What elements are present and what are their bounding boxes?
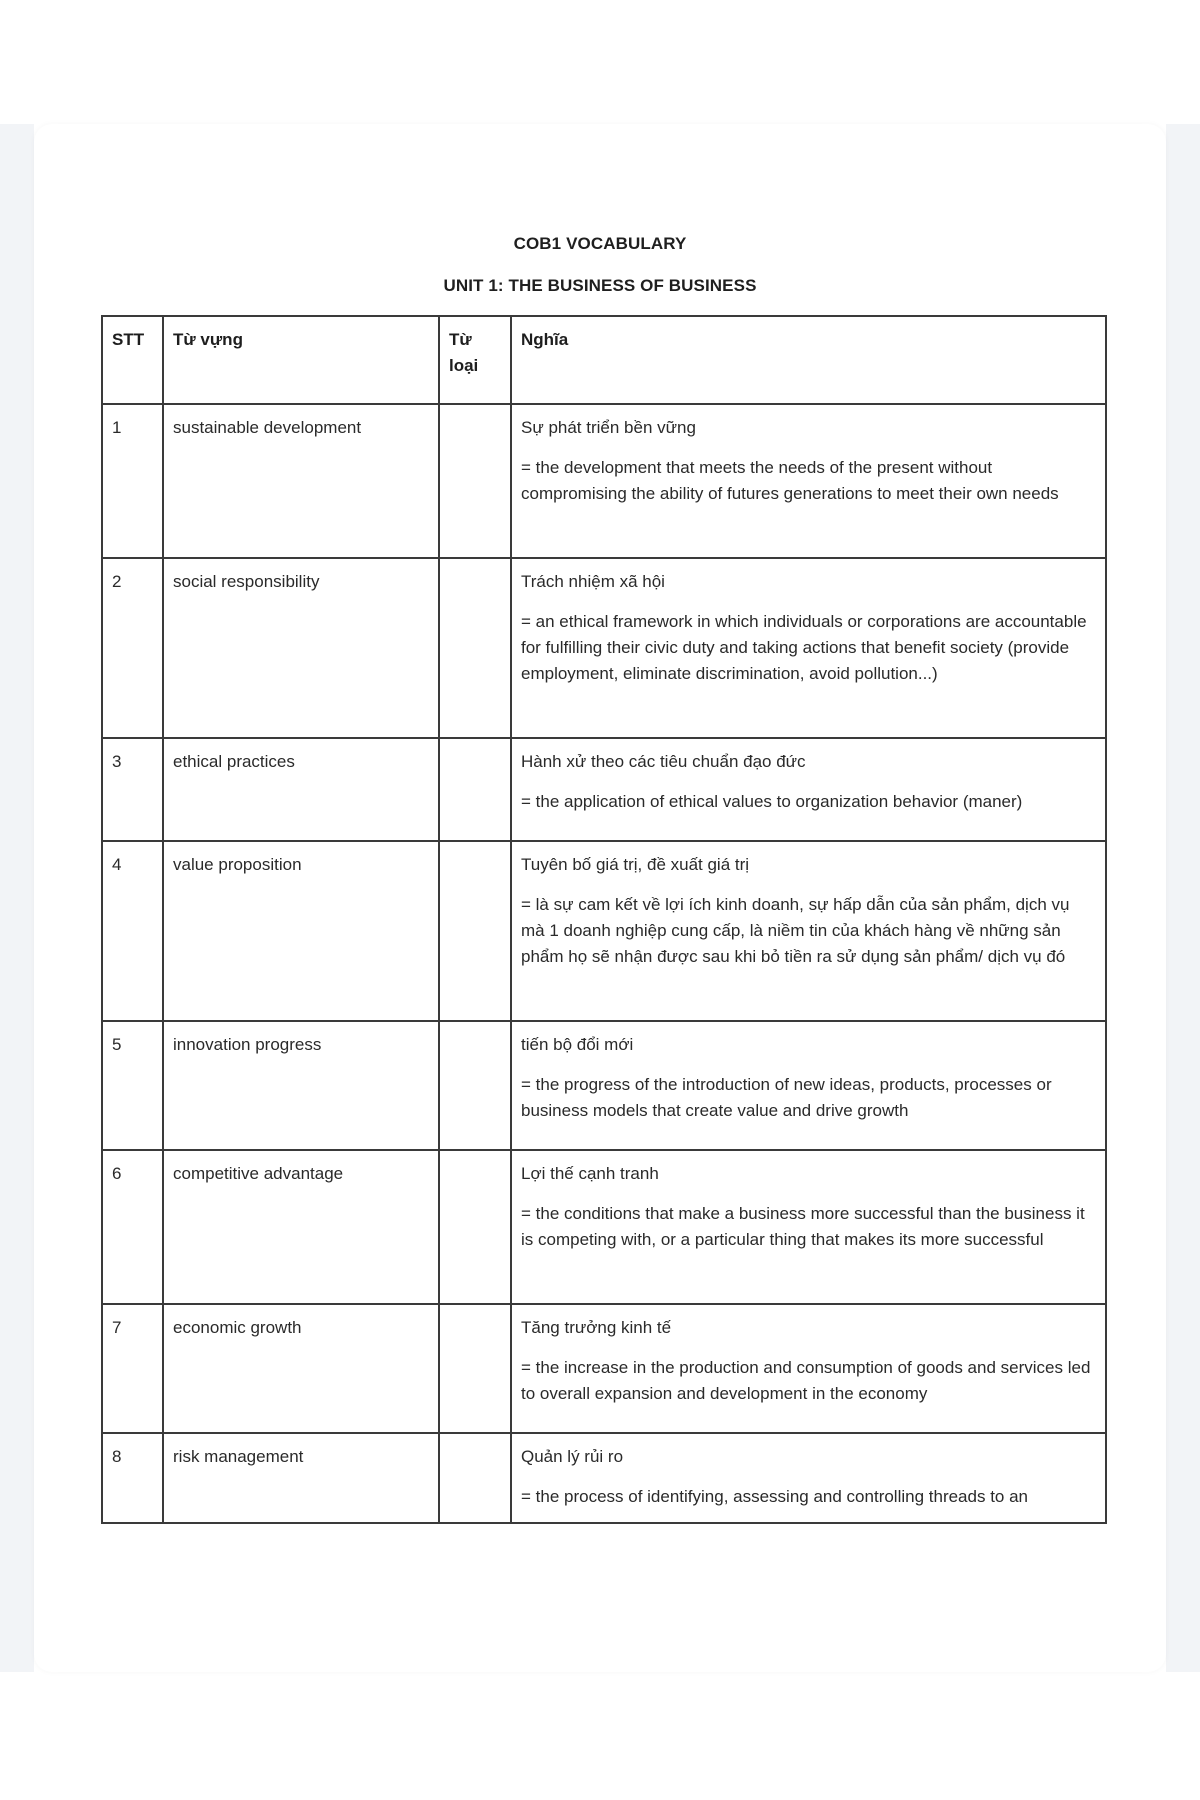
row-number: 5 xyxy=(102,1021,163,1150)
meaning-cell xyxy=(511,841,1106,1021)
meaning-vietnamese: Sự phát triển bền vững xyxy=(521,418,696,437)
meaning-definition: = the development that meets the needs of the present without compromising the ability of futures generations to meet their own needs xyxy=(521,458,1059,503)
meaning-cell xyxy=(511,1433,1106,1523)
document-page[interactable] xyxy=(34,124,1166,1672)
meaning-cell xyxy=(511,1304,1106,1433)
vocab-term: value proposition xyxy=(163,841,439,1021)
vocab-term: risk management xyxy=(163,1433,439,1523)
meaning-definition: = the process of identifying, assessing and controlling threads to an xyxy=(521,1487,1029,1506)
document-title: COB1 VOCABULARY xyxy=(513,234,687,253)
header-term: Từ vựng xyxy=(163,316,439,404)
meaning-cell xyxy=(511,558,1106,738)
meaning-cell xyxy=(511,738,1106,841)
row-number: 1 xyxy=(102,404,163,558)
vocabulary-table xyxy=(101,315,1107,1524)
viewer-margin-right xyxy=(1166,124,1200,1672)
meaning-definition: = the progress of the introduction of new ideas, products, processes or business models that create value and drive growth xyxy=(521,1075,1052,1120)
part-of-speech xyxy=(439,1021,511,1150)
viewer-margin-left xyxy=(0,124,34,1672)
table-row xyxy=(102,1433,1106,1523)
table-row xyxy=(102,558,1106,738)
table-header-row xyxy=(102,316,1106,404)
part-of-speech xyxy=(439,1433,511,1523)
unit-title: UNIT 1: THE BUSINESS OF BUSINESS xyxy=(443,276,757,295)
part-of-speech xyxy=(439,738,511,841)
header-stt: STT xyxy=(102,316,163,404)
vocab-term: competitive advantage xyxy=(163,1150,439,1304)
meaning-definition: = the conditions that make a business more successful than the business it is competing with, or a particular thing that makes its more successful xyxy=(521,1204,1085,1249)
table-row xyxy=(102,1021,1106,1150)
meaning-vietnamese: Hành xử theo các tiêu chuẩn đạo đức xyxy=(521,752,806,771)
meaning-vietnamese: Tuyên bố giá trị, đề xuất giá trị xyxy=(521,855,750,874)
meaning-vietnamese: Tăng trưởng kinh tế xyxy=(521,1318,672,1337)
part-of-speech xyxy=(439,1304,511,1433)
part-of-speech xyxy=(439,558,511,738)
row-number: 7 xyxy=(102,1304,163,1433)
header-pos: Từ loại xyxy=(439,316,511,404)
table-row xyxy=(102,404,1106,558)
meaning-cell xyxy=(511,1150,1106,1304)
vocab-term: innovation progress xyxy=(163,1021,439,1150)
vocab-term: social responsibility xyxy=(163,558,439,738)
table-row xyxy=(102,738,1106,841)
meaning-vietnamese: Quản lý rủi ro xyxy=(521,1447,624,1466)
part-of-speech xyxy=(439,404,511,558)
meaning-definition: = the increase in the production and consumption of goods and services led to overall expansion and development in the economy xyxy=(521,1358,1091,1403)
vocab-term: sustainable development xyxy=(163,404,439,558)
vocab-term: economic growth xyxy=(163,1304,439,1433)
meaning-definition: = là sự cam kết về lợi ích kinh doanh, sự hấp dẫn của sản phẩm, dịch vụ mà 1 doanh nghiệp cung cấp, là niềm tin của khách hàng về những sản phẩm họ sẽ nhận được sau khi bỏ tiền ra sử dụng sản phẩm/ dịch vụ đó xyxy=(521,895,1070,966)
meaning-cell xyxy=(511,1021,1106,1150)
meaning-vietnamese: Trách nhiệm xã hội xyxy=(521,572,665,591)
row-number: 6 xyxy=(102,1150,163,1304)
meaning-cell xyxy=(511,404,1106,558)
table-row xyxy=(102,841,1106,1021)
part-of-speech xyxy=(439,841,511,1021)
header-meaning: Nghĩa xyxy=(511,316,1106,404)
table-row xyxy=(102,1304,1106,1433)
row-number: 2 xyxy=(102,558,163,738)
row-number: 4 xyxy=(102,841,163,1021)
row-number: 8 xyxy=(102,1433,163,1523)
part-of-speech xyxy=(439,1150,511,1304)
row-number: 3 xyxy=(102,738,163,841)
vocab-term: ethical practices xyxy=(163,738,439,841)
meaning-vietnamese: tiến bộ đổi mới xyxy=(521,1035,634,1054)
table-row xyxy=(102,1150,1106,1304)
meaning-vietnamese: Lợi thế cạnh tranh xyxy=(521,1164,659,1183)
meaning-definition: = the application of ethical values to organization behavior (maner) xyxy=(521,792,1023,811)
meaning-definition: = an ethical framework in which individuals or corporations are accountable for fulfilling their civic duty and taking actions that benefit society (provide employment, eliminate discrimination, avoid pollution...) xyxy=(521,612,1087,683)
